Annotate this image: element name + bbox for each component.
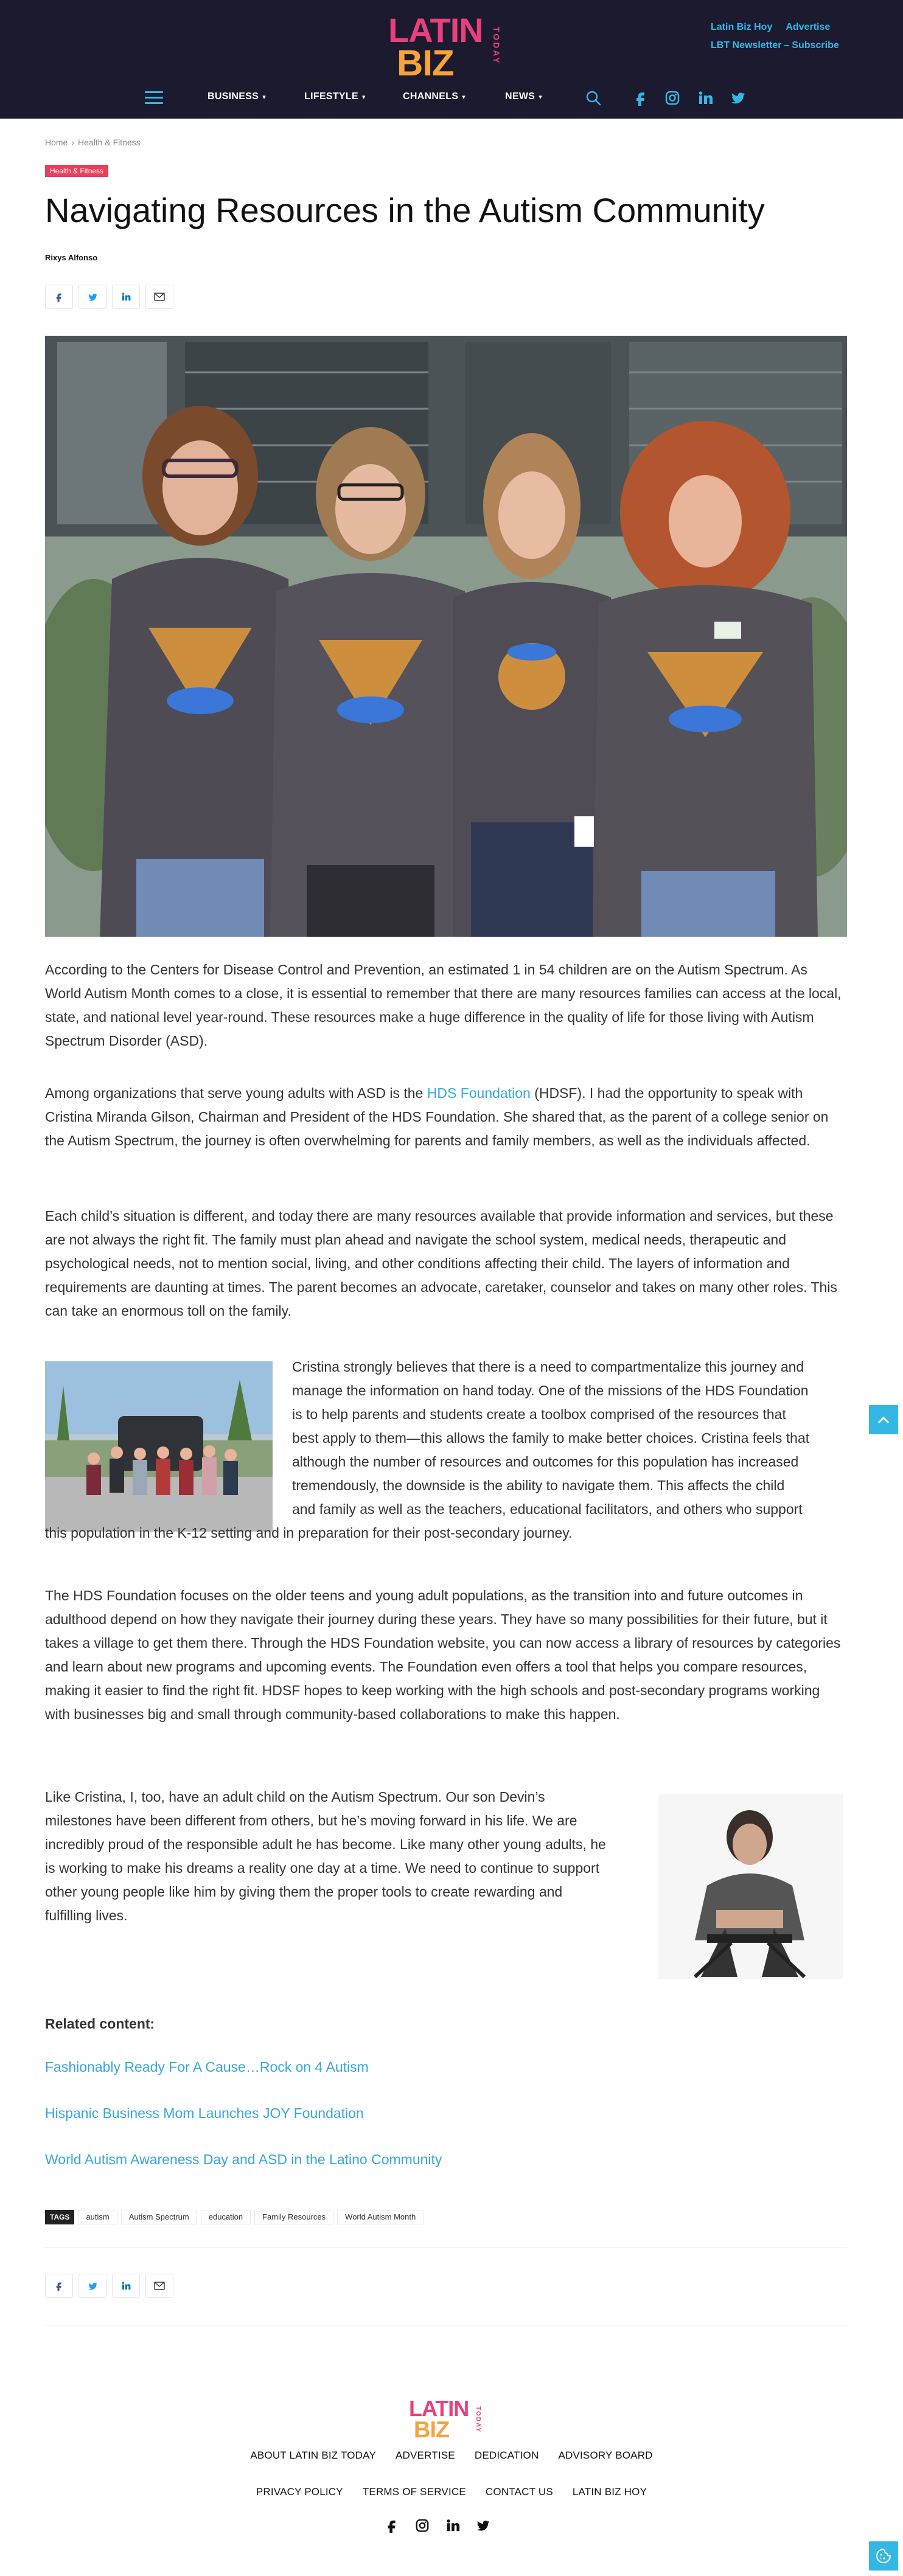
facebook-icon [54,292,64,302]
paragraph-3: Each child’s situation is different, and today there are many resources available that provide information and services, but these are not always the right fit. The family must plan ahead and navigate the school system, medical needs, therapeutic and psychological needs, not to mention social, living, and other conditions affecting their child. The layers of information and requirements are daunting at times. The parent becomes an advocate, caretaker, counselor and takes on many other roles. This can take an enormous toll on the family. [45,1208,837,1319]
son-portrait-photo [658,1794,843,1979]
share-facebook-button[interactable] [45,2274,73,2298]
paragraph-6-line: is working to make his dreams a reality one day at a time. We need to continue to support [45,1860,600,1876]
cookie-icon [876,2548,891,2564]
share-twitter-button[interactable] [78,285,106,309]
logo-biz-text: BIZ [397,43,454,83]
top-links [711,18,851,55]
subscribe-link[interactable]: Subscribe [792,40,839,50]
share-buttons-top [45,285,173,309]
paragraph-4-line: and family as well as the teachers, educational facilitators, and others who support [292,1501,803,1517]
nav-lifestyle[interactable] [304,91,366,102]
footer-link-dedication[interactable]: DEDICATION [474,2449,539,2461]
newsletter-link[interactable]: LBT Newsletter [711,40,782,50]
footer-logo[interactable] [409,2396,488,2443]
paragraph-4-line: Cristina strongly believes that there is a need to compartmentalize this journey and [292,1359,804,1375]
tag-link[interactable]: education [201,2210,251,2224]
linkedin-icon [121,292,131,302]
breadcrumb [45,137,141,147]
linkedin-icon [121,2281,131,2291]
mail-icon [154,2282,165,2290]
hero-photo [45,336,847,937]
logo-latin-text: LATIN [388,11,483,49]
search-icon[interactable] [585,90,601,106]
breadcrumb-home[interactable]: Home [45,137,68,147]
share-twitter-button[interactable] [78,2274,106,2298]
share-buttons-bottom [45,2274,173,2298]
chevron-down-icon: ▾ [462,93,466,101]
related-link[interactable]: World Autism Awareness Day and ASD in the Latino Community [45,2151,442,2167]
article-title: Navigating Resources in the Autism Community [45,191,765,229]
paragraph-2 [45,1081,847,1153]
share-linkedin-button[interactable] [112,285,140,309]
footer-link-about[interactable]: ABOUT LATIN BIZ TODAY [250,2449,376,2461]
footer-link-advertise[interactable]: ADVERTISE [396,2449,455,2461]
paragraph-5: The HDS Foundation focuses on the older teens and young adult populations, as the transition into and future outcomes in adulthood depend on how they navigate their journey during these years. They have so many possibilities for their future, but it takes a village to get them there. Through the HDS Foundation website, you can now access a library of resources by categories and learn about new programs and upcoming events. The Foundation even offers a tool that helps you compare resources, making it easier to find the right fit. HDSF hopes to keep working with the high schools and post-secondary programs working with businesses big and small through community-based collaborations to make this happen. [45,1588,841,1722]
category-badge[interactable]: Health & Fitness [45,165,108,177]
mail-icon [154,293,165,301]
chevron-down-icon: ▾ [262,93,267,101]
twitter-icon[interactable] [730,90,746,106]
linkedin-icon[interactable] [697,90,713,106]
author-name[interactable]: Rixys Alfonso [45,253,98,262]
menu-icon[interactable] [145,91,163,105]
portrait-image [658,1794,843,1979]
nav-news[interactable] [505,91,542,102]
facebook-icon[interactable] [633,90,649,106]
share-email-button[interactable] [145,2274,173,2298]
twitter-icon [88,2281,98,2291]
paragraph-2-lead: Among organizations that serve young adults with ASD is the [45,1085,427,1101]
instagram-icon[interactable] [664,90,680,106]
related-link[interactable]: Hispanic Business Mom Launches JOY Foundation [45,2105,364,2121]
share-linkedin-button[interactable] [112,2274,140,2298]
footer-link-contact[interactable]: CONTACT US [485,2486,553,2498]
nav-channels[interactable] [403,91,465,102]
related-link[interactable]: Fashionably Ready For A Cause…Rock on 4 Autism [45,2059,369,2075]
paragraph-4-line: manage the information on hand today. One of the missions of the HDS Foundation [292,1383,809,1398]
footer-nav-row-2 [0,2486,903,2498]
footer-logo-today: TODAY [475,2406,481,2433]
footer-social [385,2518,490,2533]
facebook-icon [54,2281,64,2291]
chevron-down-icon: ▾ [539,93,543,101]
breadcrumb-section[interactable]: Health & Fitness [78,137,141,147]
paragraph-4-line: this population in the K-12 setting and in preparation for their post-secondary journey. [45,1525,573,1541]
paragraph-6-line: other young people like him by giving them the proper tools to create rewarding and [45,1884,563,1900]
tags-label: TAGS [45,2210,74,2224]
paragraph-4-line: is to help parents and students create a toolbox comprised of the resources that [292,1406,786,1422]
paragraph-1: According to the Centers for Disease Control and Prevention, an estimated 1 in 54 children are on the Autism Spectrum. As World Autism Month comes to a close, it is essential to remember that there are many resources families can access at the local, state, and national level year-round. These resources make a huge difference in the quality of life for those living with Autism Spectrum Disorder (ASD). [45,962,842,1049]
site-header [0,0,903,119]
nav-lifestyle-label: LIFESTYLE [304,91,358,102]
instagram-icon[interactable] [415,2518,430,2533]
tags-row [45,2210,424,2224]
nav-channels-label: CHANNELS [403,91,459,102]
tag-link[interactable]: Autism Spectrum [121,2210,197,2224]
nav-news-label: NEWS [505,91,535,102]
share-facebook-button[interactable] [45,285,73,309]
logo-today-text: TODAY [492,27,501,65]
hds-foundation-link[interactable]: HDS Foundation [427,1085,531,1101]
paragraph-4-line: although the number of resources and outcomes for this population has increased [292,1454,799,1470]
tag-link[interactable]: Family Resources [254,2210,333,2224]
footer-link-advisory-board[interactable]: ADVISORY BOARD [558,2449,653,2461]
group-photo-image [45,336,847,937]
share-email-button[interactable] [145,285,173,309]
paragraph-4-line: best apply to them—this allows the family to make better choices. Cristina feels that [292,1430,810,1446]
site-logo[interactable] [388,11,504,83]
twitter-icon[interactable] [476,2518,490,2533]
twitter-icon [88,292,98,302]
footer-link-privacy[interactable]: PRIVACY POLICY [256,2486,343,2498]
chevron-down-icon: ▾ [361,93,366,101]
top-link-separator: – [784,40,790,50]
nav-business-label: BUSINESS [207,91,259,102]
footer-link-terms[interactable]: TERMS OF SERVICE [362,2486,466,2498]
paragraph-6-line: incredibly proud of the responsible adult he has become. Like many other young adults, he [45,1836,606,1852]
paragraph-4-line: tremendously, the downside is the ability to navigate them. This affects the child [292,1477,785,1493]
paragraph-6-line: Like Cristina, I, too, have an adult child on the Autism Spectrum. Our son Devin’s [45,1789,545,1805]
scroll-to-top-button[interactable] [869,1405,898,1434]
cookie-settings-button[interactable] [869,2541,898,2571]
tag-link[interactable]: autism [78,2210,117,2224]
chevron-up-icon [877,1415,890,1424]
footer-link-latin-biz-hoy[interactable]: LATIN BIZ HOY [572,2486,647,2498]
divider [45,2247,847,2248]
facebook-icon[interactable] [385,2518,399,2533]
main-nav [0,85,903,112]
footer-logo-latin: LATIN [409,2396,469,2421]
header-inner [0,0,903,119]
breadcrumb-separator: › [71,137,75,147]
tag-link[interactable]: World Autism Month [337,2210,424,2224]
nav-business[interactable] [207,91,266,102]
paragraph-2-rest: (HDSF). I had the opportunity to speak with Cristina Miranda Gilson, Chairman and President of the HDS Foundation. She shared that, as the parent of a college senior on the Autism Spectrum, the journey is often overwhelming for parents and family members, as well as the individuals affected. [45,1085,829,1148]
paragraph-6-line: milestones have been different from others, but he’s moving forward in his life. We are [45,1813,577,1828]
paragraph-6-line: fulfilling lives. [45,1908,128,1923]
related-content-heading: Related content: [45,2016,155,2032]
linkedin-icon[interactable] [445,2518,460,2533]
latin-biz-hoy-link[interactable]: Latin Biz Hoy [711,22,773,32]
footer-logo-biz: BIZ [414,2417,450,2443]
paragraph-4 [45,1355,847,1545]
footer-nav-row-1 [0,2449,903,2462]
advertise-link[interactable]: Advertise [786,22,831,32]
